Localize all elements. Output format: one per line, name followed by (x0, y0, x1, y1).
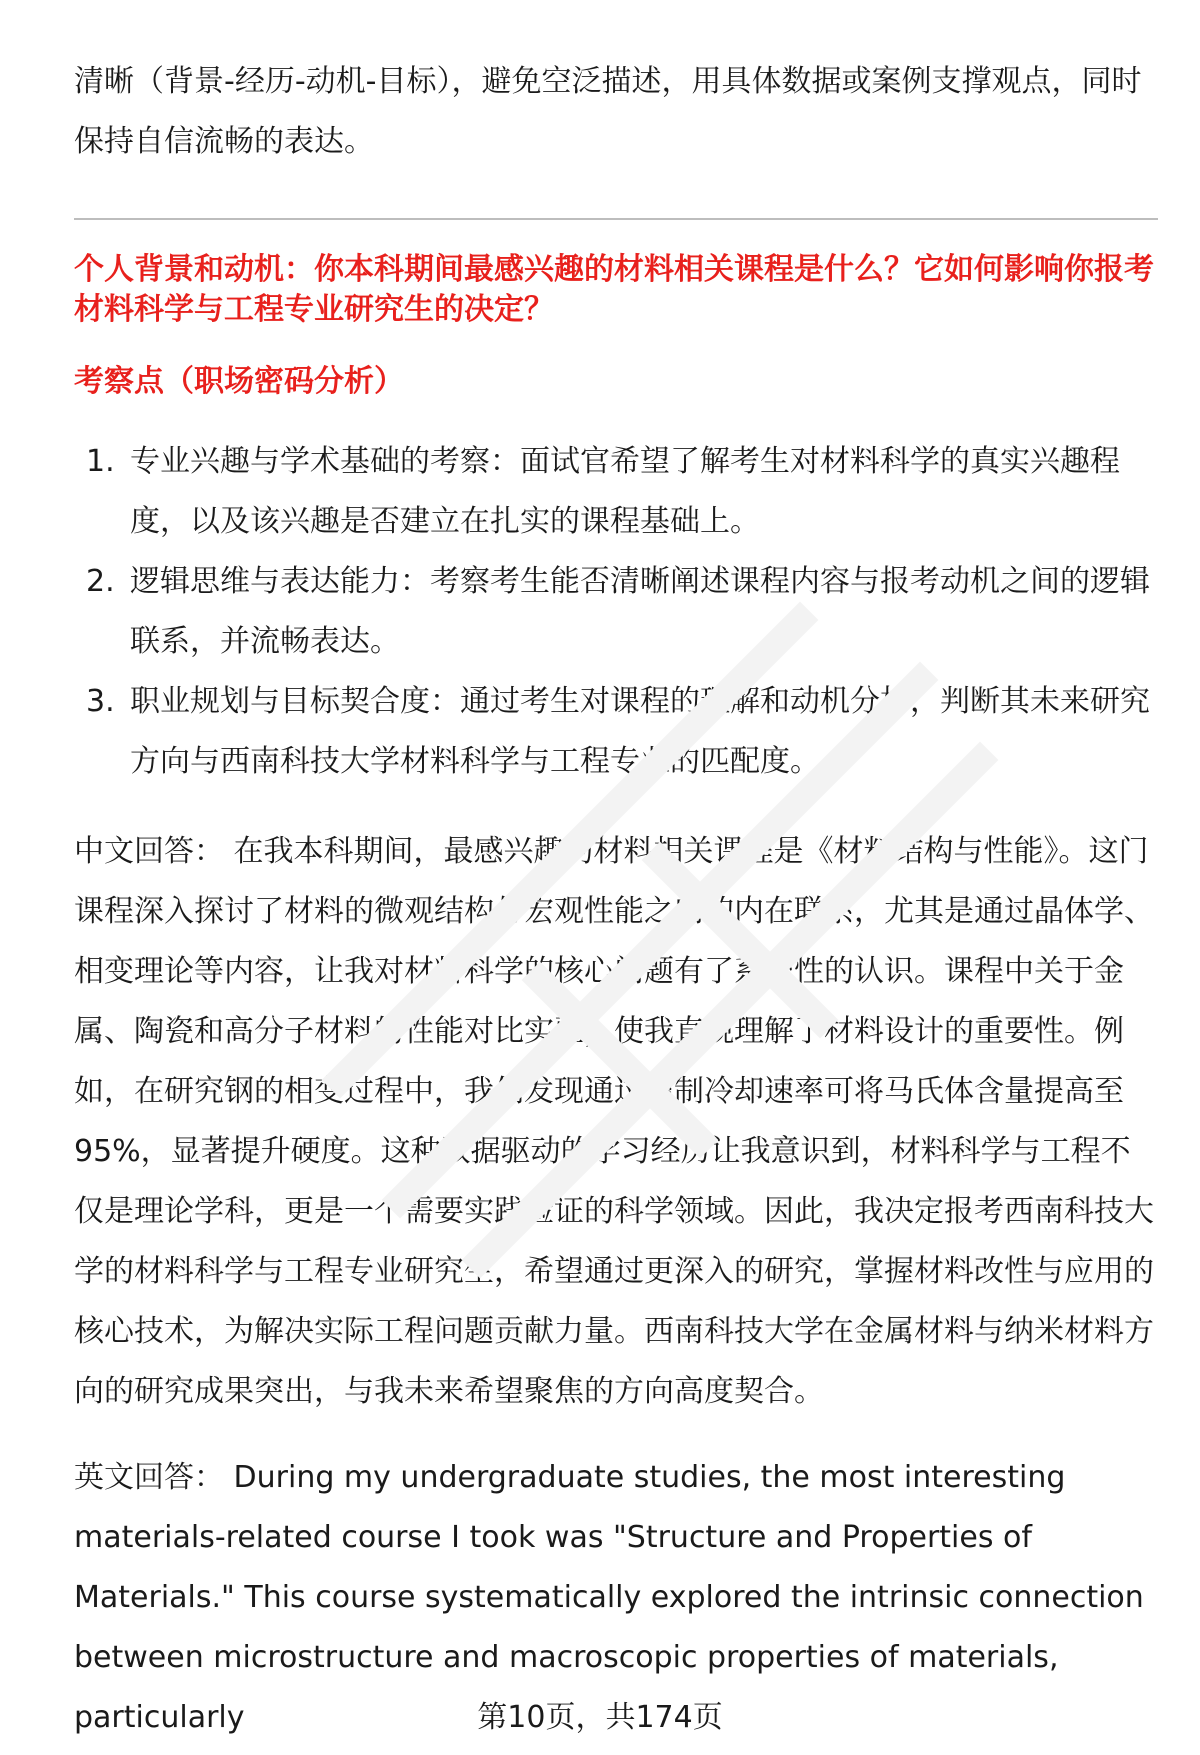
list-item-text: 逻辑思维与表达能力：考察考生能否清晰阐述课程内容与报考动机之间的逻辑联系，并流畅表达。 (130, 564, 1150, 659)
page-footer: 第10页，共174页 (477, 1700, 723, 1735)
list-number: 3. (86, 684, 115, 719)
list-number: 1. (86, 444, 115, 479)
list-item (74, 672, 1158, 792)
chinese-answer-paragraph: 中文回答： 在我本科期间，最感兴趣的材料相关课程是《材料结构与性能》。这门课程深入探讨了材料的微观结构与宏观性能之间的内在联系，尤其是通过晶体学、相变理论等内容，让我对材料科学的核心问题有了系统性的认识。课程中关于金属、陶瓷和高分子材料的性能对比实验，使我直观理解了材料设计的重要性。例如，在研究钢的相变过程中，我们发现通过控制冷却速率可将马氏体含量提高至95%，显著提升硬度。这种数据驱动的学习经历让我意识到，材料科学与工程不仅是理论学科，更是一个需要实践验证的科学领域。因此，我决定报考西南科技大学的材料科学与工程专业研究生，希望通过更深入的研究，掌握材料改性与应用的核心技术，为解决实际工程问题贡献力量。西南科技大学在金属材料与纳米材料方向的研究成果突出，与我未来希望聚焦的方向高度契合。 (74, 834, 1154, 1409)
list-item-text: 职业规划与目标契合度：通过考生对课程的理解和动机分析，判断其未来研究方向与西南科技大学材料科学与工程专业的匹配度。 (130, 684, 1150, 779)
section-divider (74, 218, 1158, 220)
list-item (74, 432, 1158, 552)
intro-paragraph: 清晰（背景-经历-动机-目标），避免空泛描述，用具体数据或案例支撑观点，同时保持自信流畅的表达。 (74, 64, 1142, 159)
points-heading: 考察点（职场密码分析） (74, 364, 404, 399)
list-item-text: 专业兴趣与学术基础的考察：面试官希望了解考生对材料科学的真实兴趣程度，以及该兴趣是否建立在扎实的课程基础上。 (130, 444, 1120, 539)
list-item (74, 552, 1158, 672)
list-number: 2. (86, 564, 115, 599)
question-heading: 个人背景和动机：你本科期间最感兴趣的材料相关课程是什么？它如何影响你报考材料科学与工程专业研究生的决定？ (74, 252, 1154, 327)
english-answer-paragraph: 英文回答： During my undergraduate studies, the most interesting materials-related course I took was "Structure and Properties of Materials." This course systematically explored the intrinsic connection between microstructure and macroscopic properties of materials, particularly (74, 1460, 1144, 1735)
assessment-points-list (74, 432, 1158, 792)
